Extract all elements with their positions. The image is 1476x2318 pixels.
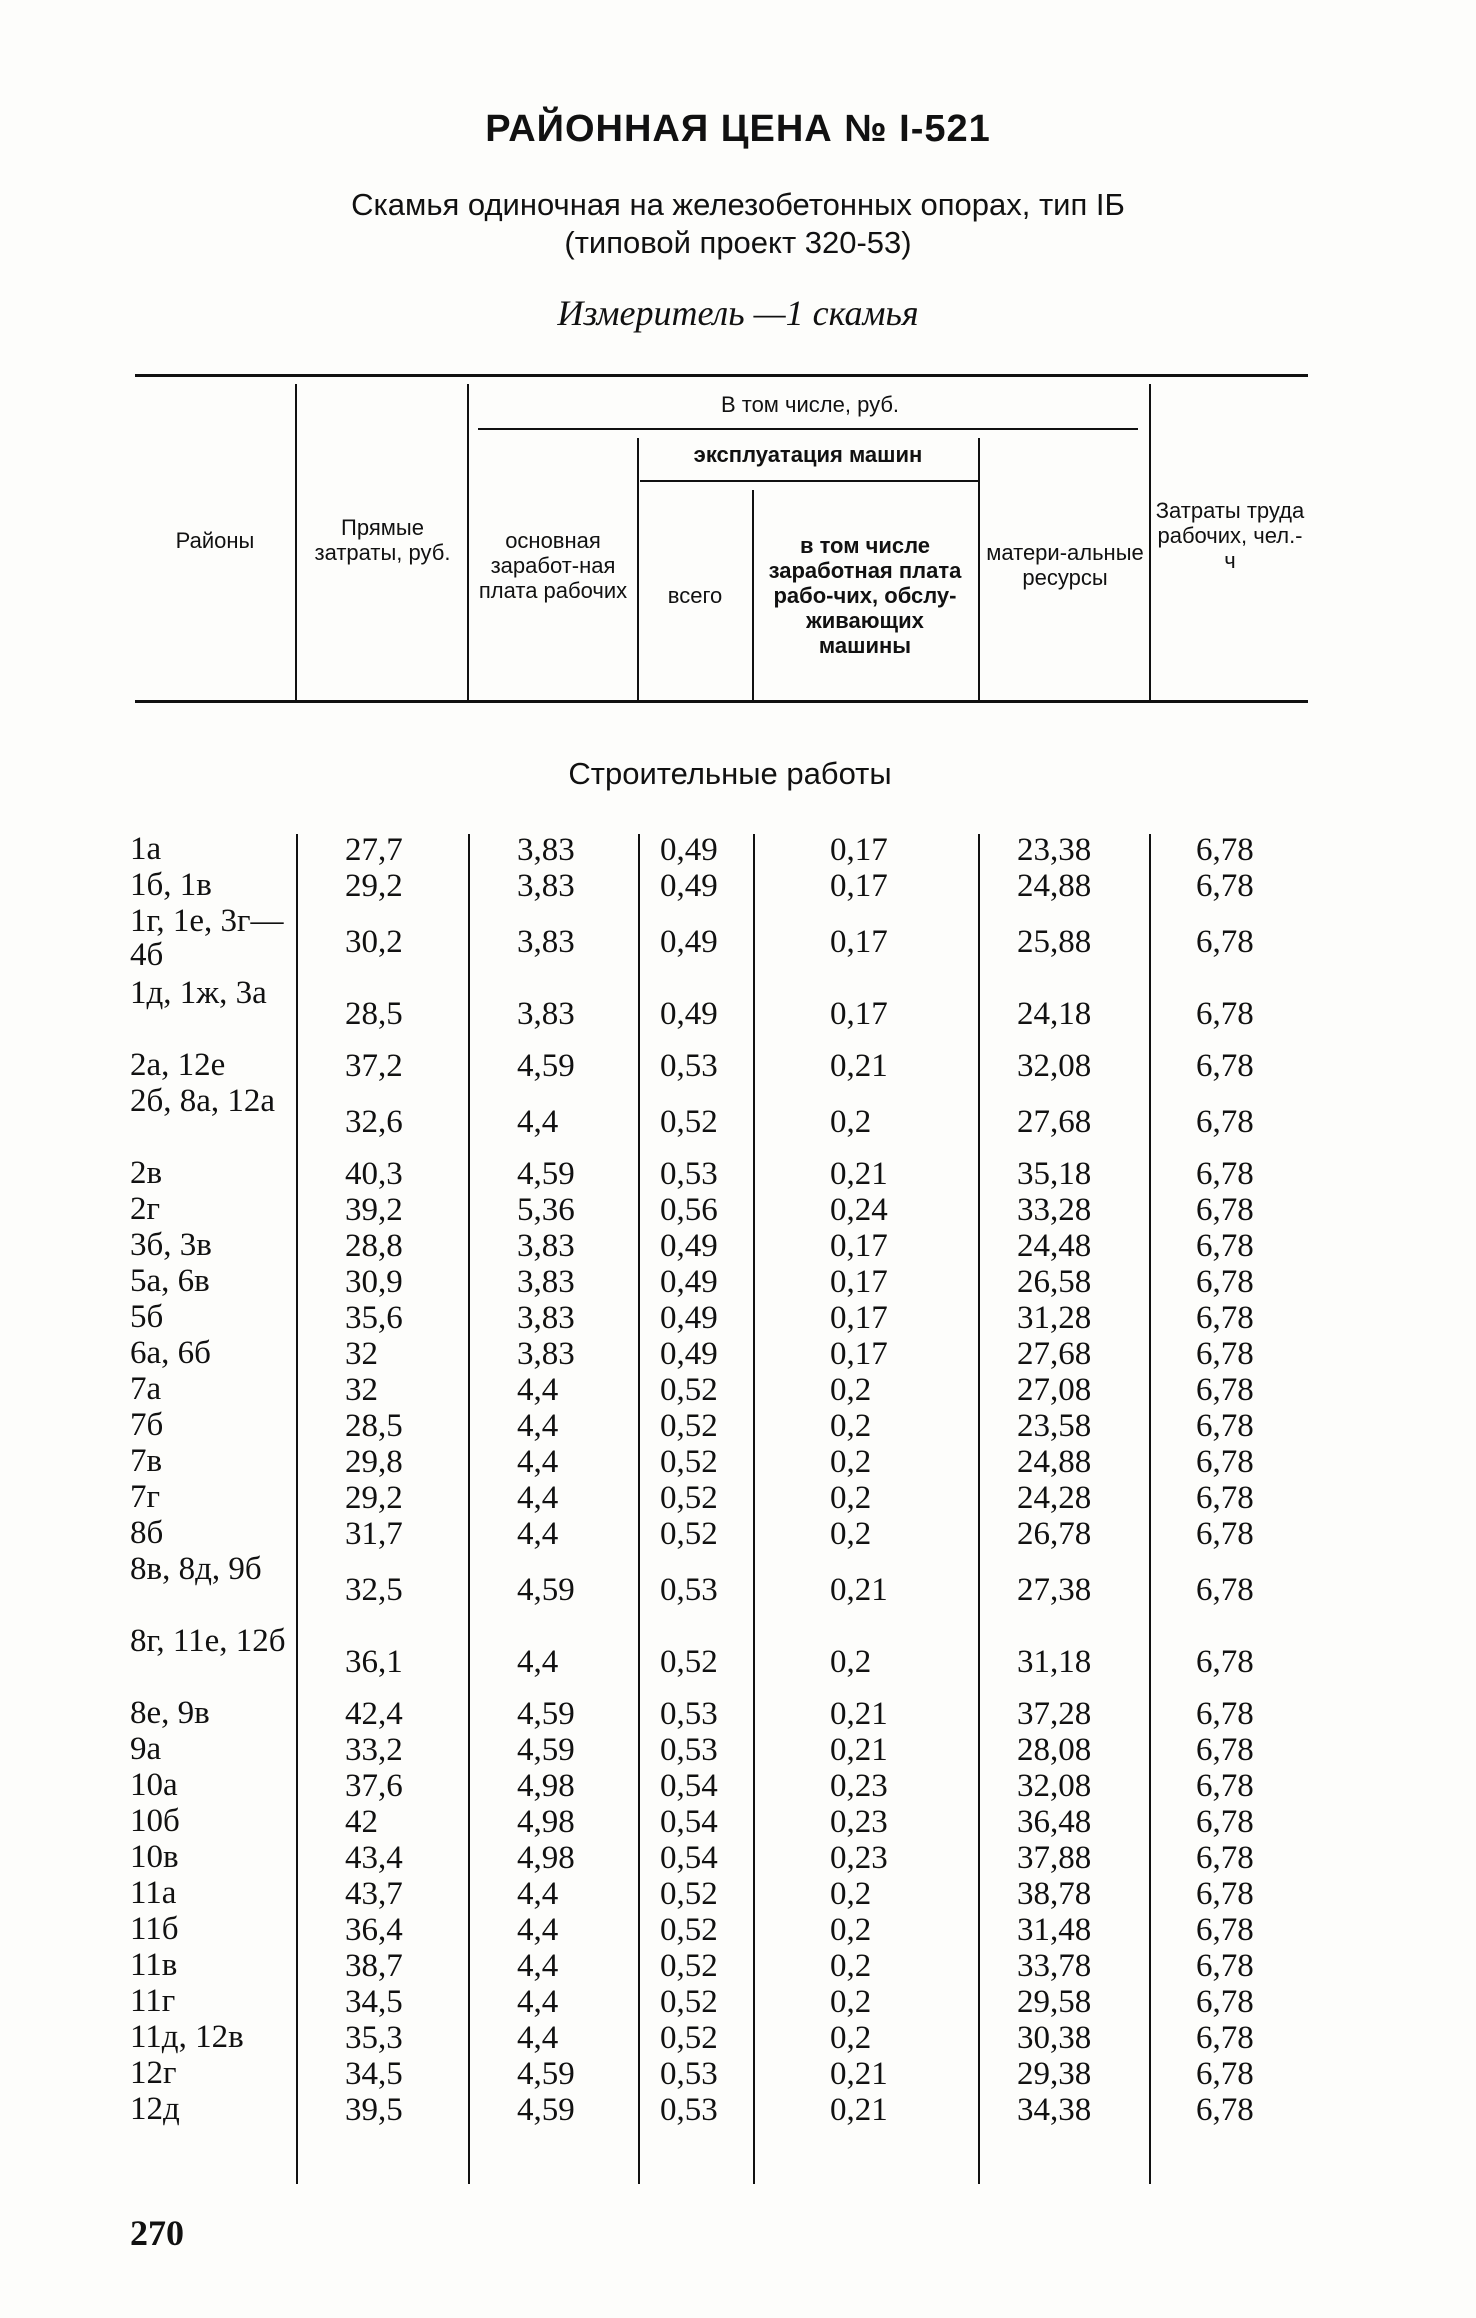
cell-labor: 6,78 [1196, 1372, 1254, 1408]
cell-direct: 30,2 [345, 924, 403, 960]
cell-machine-wage: 0,2 [830, 1644, 872, 1680]
cell-materials: 37,88 [1017, 1840, 1092, 1876]
cell-direct: 37,6 [345, 1768, 403, 1804]
cell-machines: 0,53 [660, 2056, 718, 2092]
header-machine-wage: в том числе заработная плата рабо-чих, обслу-живающих машины [768, 532, 962, 658]
cell-labor: 6,78 [1196, 2056, 1254, 2092]
cell-region: 7г [130, 1479, 161, 1515]
cell-materials: 31,48 [1017, 1912, 1092, 1948]
cell-materials: 27,38 [1017, 1572, 1092, 1608]
cell-direct: 29,8 [345, 1444, 403, 1480]
cell-direct: 28,5 [345, 1408, 403, 1444]
cell-direct: 32,6 [345, 1104, 403, 1140]
cell-machine-wage: 0,2 [830, 1984, 872, 2020]
cell-machines: 0,49 [660, 832, 718, 868]
cell-machine-wage: 0,2 [830, 1912, 872, 1948]
body-divider [978, 834, 980, 2184]
cell-region: 12д [130, 2091, 180, 2127]
cell-direct: 32,5 [345, 1572, 403, 1608]
cell-labor: 6,78 [1196, 1840, 1254, 1876]
cell-machines: 0,52 [660, 1480, 718, 1516]
cell-machine-wage: 0,2 [830, 1104, 872, 1140]
cell-direct: 35,6 [345, 1300, 403, 1336]
cell-region: 11д, 12в [130, 2019, 244, 2055]
cell-labor: 6,78 [1196, 1480, 1254, 1516]
cell-labor: 6,78 [1196, 1264, 1254, 1300]
cell-wage: 4,4 [517, 1104, 559, 1140]
header-base-wage: основная заработ-ная плата рабочих [478, 527, 628, 603]
cell-region: 1г, 1е, 3г—4б [130, 903, 284, 973]
cell-direct: 43,4 [345, 1840, 403, 1876]
cell-machines: 0,49 [660, 1228, 718, 1264]
cell-wage: 4,98 [517, 1768, 575, 1804]
subtitle-line-2: (типовой проект 320-53) [564, 225, 912, 260]
cell-wage: 4,4 [517, 1516, 559, 1552]
cell-direct: 27,7 [345, 832, 403, 868]
cell-machines: 0,49 [660, 1264, 718, 1300]
cell-machine-wage: 0,17 [830, 924, 888, 960]
cell-materials: 24,18 [1017, 996, 1092, 1032]
cell-wage: 4,4 [517, 1912, 559, 1948]
cell-labor: 6,78 [1196, 1572, 1254, 1608]
cell-machines: 0,49 [660, 1336, 718, 1372]
cell-direct: 40,3 [345, 1156, 403, 1192]
cell-labor: 6,78 [1196, 1048, 1254, 1084]
cell-machines: 0,52 [660, 1644, 718, 1680]
cell-region: 2г [130, 1191, 161, 1227]
cell-wage: 4,59 [517, 2056, 575, 2092]
cell-materials: 31,18 [1017, 1644, 1092, 1680]
cell-wage: 4,59 [517, 1048, 575, 1084]
cell-region: 8е, 9в [130, 1695, 210, 1731]
cell-machines: 0,49 [660, 996, 718, 1032]
cell-direct: 36,1 [345, 1644, 403, 1680]
cell-machines: 0,53 [660, 1048, 718, 1084]
cell-machines: 0,52 [660, 1984, 718, 2020]
body-divider [468, 834, 470, 2184]
cell-wage: 4,59 [517, 1572, 575, 1608]
cell-machine-wage: 0,2 [830, 1516, 872, 1552]
cell-materials: 29,58 [1017, 1984, 1092, 2020]
cell-labor: 6,78 [1196, 2020, 1254, 2056]
header-materials: матери-альные ресурсы [986, 540, 1144, 590]
cell-machines: 0,52 [660, 1912, 718, 1948]
measure-unit: Измеритель —1 скамья [557, 293, 919, 333]
cell-labor: 6,78 [1196, 1984, 1254, 2020]
header-divider [1149, 384, 1151, 700]
subtitle [0, 186, 1476, 262]
cell-machine-wage: 0,21 [830, 2092, 888, 2128]
header-divider [752, 490, 754, 700]
cell-machine-wage: 0,2 [830, 1444, 872, 1480]
cell-machines: 0,53 [660, 2092, 718, 2128]
cell-labor: 6,78 [1196, 1104, 1254, 1140]
cell-labor: 6,78 [1196, 1948, 1254, 1984]
cell-direct: 38,7 [345, 1948, 403, 1984]
cell-machine-wage: 0,21 [830, 1156, 888, 1192]
cell-materials: 27,68 [1017, 1336, 1092, 1372]
cell-machine-wage: 0,23 [830, 1840, 888, 1876]
cell-machines: 0,52 [660, 2020, 718, 2056]
cell-machines: 0,52 [660, 1516, 718, 1552]
cell-materials: 24,88 [1017, 1444, 1092, 1480]
cell-machine-wage: 0,2 [830, 1480, 872, 1516]
cell-region: 3б, 3в [130, 1227, 212, 1263]
cell-machine-wage: 0,2 [830, 2020, 872, 2056]
cell-machine-wage: 0,21 [830, 1732, 888, 1768]
cell-region: 6а, 6б [130, 1335, 211, 1371]
cell-machines: 0,52 [660, 1408, 718, 1444]
header-bottom-rule [135, 700, 1308, 703]
cell-wage: 4,98 [517, 1840, 575, 1876]
cell-machines: 0,49 [660, 924, 718, 960]
cell-region: 7а [130, 1371, 162, 1407]
cell-materials: 28,08 [1017, 1732, 1092, 1768]
header-divider [978, 438, 980, 700]
cell-materials: 30,38 [1017, 2020, 1092, 2056]
cell-region: 10б [130, 1803, 180, 1839]
cell-region: 10а [130, 1767, 178, 1803]
cell-direct: 29,2 [345, 868, 403, 904]
cell-direct: 33,2 [345, 1732, 403, 1768]
cell-machines: 0,53 [660, 1696, 718, 1732]
cell-labor: 6,78 [1196, 1804, 1254, 1840]
header-labor: Затраты труда рабочих, чел.-ч [1155, 497, 1305, 573]
machines-rule [640, 480, 980, 482]
cell-direct: 29,2 [345, 1480, 403, 1516]
cell-wage: 3,83 [517, 1228, 575, 1264]
subtitle-line-1: Скамья одиночная на железобетонных опорах, тип IБ [351, 187, 1125, 222]
cell-wage: 4,4 [517, 1408, 559, 1444]
cell-wage: 4,4 [517, 1444, 559, 1480]
cell-wage: 5,36 [517, 1192, 575, 1228]
cell-machines: 0,49 [660, 868, 718, 904]
cell-materials: 32,08 [1017, 1048, 1092, 1084]
cell-machine-wage: 0,21 [830, 1696, 888, 1732]
cell-materials: 24,88 [1017, 868, 1092, 904]
cell-region: 1д, 1ж, 3а [130, 975, 267, 1011]
body-divider [638, 834, 640, 2184]
cell-materials: 34,38 [1017, 2092, 1092, 2128]
body-divider [753, 834, 755, 2184]
cell-machines: 0,52 [660, 1372, 718, 1408]
cell-machines: 0,53 [660, 1732, 718, 1768]
cell-labor: 6,78 [1196, 1408, 1254, 1444]
cell-machine-wage: 0,23 [830, 1804, 888, 1840]
cell-labor: 6,78 [1196, 1228, 1254, 1264]
cell-machine-wage: 0,23 [830, 1768, 888, 1804]
cell-machine-wage: 0,17 [830, 1336, 888, 1372]
cell-labor: 6,78 [1196, 1300, 1254, 1336]
cell-region: 10в [130, 1839, 179, 1875]
cell-region: 1б, 1в [130, 867, 212, 903]
cell-direct: 28,5 [345, 996, 403, 1032]
cell-materials: 23,38 [1017, 832, 1092, 868]
cell-labor: 6,78 [1196, 996, 1254, 1032]
cell-materials: 23,58 [1017, 1408, 1092, 1444]
body-divider [1149, 834, 1151, 2184]
cell-labor: 6,78 [1196, 1644, 1254, 1680]
cell-region: 11а [130, 1875, 177, 1911]
section-title: Строительные работы [568, 756, 892, 791]
cell-region: 5а, 6в [130, 1263, 210, 1299]
cell-materials: 27,68 [1017, 1104, 1092, 1140]
cell-wage: 3,83 [517, 996, 575, 1032]
cell-labor: 6,78 [1196, 924, 1254, 960]
cell-wage: 4,4 [517, 1480, 559, 1516]
cell-labor: 6,78 [1196, 832, 1254, 868]
cell-wage: 4,4 [517, 1984, 559, 2020]
cell-wage: 4,4 [517, 1372, 559, 1408]
cell-machine-wage: 0,21 [830, 1572, 888, 1608]
cell-machine-wage: 0,21 [830, 2056, 888, 2092]
page-title: РАЙОННАЯ ЦЕНА № I-521 [485, 108, 991, 150]
cell-materials: 37,28 [1017, 1696, 1092, 1732]
cell-region: 9а [130, 1731, 162, 1767]
cell-wage: 3,83 [517, 1300, 575, 1336]
cell-region: 8б [130, 1515, 164, 1551]
cell-wage: 4,59 [517, 1696, 575, 1732]
cell-machines: 0,54 [660, 1804, 718, 1840]
header-including: В том числе, руб. [720, 391, 900, 417]
cell-materials: 26,78 [1017, 1516, 1092, 1552]
cell-wage: 4,4 [517, 1644, 559, 1680]
cell-machine-wage: 0,24 [830, 1192, 888, 1228]
header-direct-costs: Прямые затраты, руб. [314, 515, 451, 565]
cell-region: 7б [130, 1407, 164, 1443]
cell-direct: 39,5 [345, 2092, 403, 2128]
cell-labor: 6,78 [1196, 1156, 1254, 1192]
cell-direct: 34,5 [345, 2056, 403, 2092]
cell-labor: 6,78 [1196, 1876, 1254, 1912]
cell-direct: 39,2 [345, 1192, 403, 1228]
cell-region: 12г [130, 2055, 177, 2091]
cell-materials: 25,88 [1017, 924, 1092, 960]
cell-labor: 6,78 [1196, 2092, 1254, 2128]
cell-machines: 0,53 [660, 1156, 718, 1192]
cell-machine-wage: 0,21 [830, 1048, 888, 1084]
cell-machine-wage: 0,2 [830, 1876, 872, 1912]
cell-labor: 6,78 [1196, 1192, 1254, 1228]
cell-labor: 6,78 [1196, 1444, 1254, 1480]
cell-region: 11б [130, 1911, 179, 1947]
cell-labor: 6,78 [1196, 1732, 1254, 1768]
cell-machine-wage: 0,2 [830, 1948, 872, 1984]
cell-machines: 0,52 [660, 1876, 718, 1912]
cell-labor: 6,78 [1196, 1912, 1254, 1948]
cell-direct: 43,7 [345, 1876, 403, 1912]
cell-labor: 6,78 [1196, 1516, 1254, 1552]
cell-direct: 30,9 [345, 1264, 403, 1300]
cell-labor: 6,78 [1196, 1768, 1254, 1804]
cell-materials: 33,28 [1017, 1192, 1092, 1228]
cell-wage: 4,59 [517, 1732, 575, 1768]
cell-region: 2в [130, 1155, 163, 1191]
header-divider [637, 438, 639, 700]
cell-machine-wage: 0,2 [830, 1408, 872, 1444]
cell-direct: 31,7 [345, 1516, 403, 1552]
cell-wage: 3,83 [517, 1336, 575, 1372]
cell-machine-wage: 0,17 [830, 1300, 888, 1336]
cell-region: 8в, 8д, 9б [130, 1551, 262, 1587]
cell-direct: 37,2 [345, 1048, 403, 1084]
cell-machines: 0,54 [660, 1840, 718, 1876]
cell-machine-wage: 0,2 [830, 1372, 872, 1408]
cell-machine-wage: 0,17 [830, 1228, 888, 1264]
cell-region: 2б, 8а, 12а [130, 1083, 276, 1119]
cell-materials: 26,58 [1017, 1264, 1092, 1300]
cell-wage: 4,4 [517, 1948, 559, 1984]
cell-machine-wage: 0,17 [830, 996, 888, 1032]
cell-materials: 24,28 [1017, 1480, 1092, 1516]
cell-labor: 6,78 [1196, 868, 1254, 904]
cell-materials: 32,08 [1017, 1768, 1092, 1804]
cell-machines: 0,53 [660, 1572, 718, 1608]
cell-direct: 32 [345, 1372, 378, 1408]
header-total: всего [667, 582, 723, 608]
cell-materials: 33,78 [1017, 1948, 1092, 1984]
cell-machines: 0,49 [660, 1300, 718, 1336]
cell-direct: 36,4 [345, 1912, 403, 1948]
cell-region: 11г [130, 1983, 176, 2019]
header-machine-operation: эксплуатация машин [693, 441, 923, 467]
cell-machine-wage: 0,17 [830, 832, 888, 868]
header-top-rule [135, 374, 1308, 377]
cell-machines: 0,52 [660, 1444, 718, 1480]
cell-materials: 27,08 [1017, 1372, 1092, 1408]
cell-machines: 0,56 [660, 1192, 718, 1228]
cell-machine-wage: 0,17 [830, 868, 888, 904]
cell-wage: 3,83 [517, 832, 575, 868]
cell-wage: 4,59 [517, 1156, 575, 1192]
header-divider [467, 384, 469, 700]
cell-labor: 6,78 [1196, 1336, 1254, 1372]
cell-wage: 4,98 [517, 1804, 575, 1840]
cell-materials: 35,18 [1017, 1156, 1092, 1192]
cell-wage: 4,59 [517, 2092, 575, 2128]
cell-wage: 3,83 [517, 868, 575, 904]
cell-materials: 24,48 [1017, 1228, 1092, 1264]
cell-region: 1а [130, 831, 162, 867]
cell-direct: 42,4 [345, 1696, 403, 1732]
cell-wage: 4,4 [517, 1876, 559, 1912]
cell-machine-wage: 0,17 [830, 1264, 888, 1300]
cell-wage: 3,83 [517, 924, 575, 960]
page-number: 270 [130, 2213, 184, 2253]
cell-direct: 32 [345, 1336, 378, 1372]
cell-region: 5б [130, 1299, 164, 1335]
cell-region: 8г, 11е, 12б [130, 1623, 286, 1659]
header-regions: Районы [175, 527, 255, 553]
cell-region: 2а, 12е [130, 1047, 226, 1083]
cell-materials: 38,78 [1017, 1876, 1092, 1912]
cell-region: 7в [130, 1443, 163, 1479]
cell-region: 11в [130, 1947, 178, 1983]
cell-wage: 3,83 [517, 1264, 575, 1300]
cell-materials: 29,38 [1017, 2056, 1092, 2092]
header-divider [295, 384, 297, 700]
cell-wage: 4,4 [517, 2020, 559, 2056]
cell-machines: 0,54 [660, 1768, 718, 1804]
cell-machines: 0,52 [660, 1104, 718, 1140]
cell-machines: 0,52 [660, 1948, 718, 1984]
cell-labor: 6,78 [1196, 1696, 1254, 1732]
cell-direct: 34,5 [345, 1984, 403, 2020]
cell-direct: 28,8 [345, 1228, 403, 1264]
cell-direct: 42 [345, 1804, 378, 1840]
including-rule [478, 428, 1138, 430]
cell-direct: 35,3 [345, 2020, 403, 2056]
cell-materials: 36,48 [1017, 1804, 1092, 1840]
cell-materials: 31,28 [1017, 1300, 1092, 1336]
